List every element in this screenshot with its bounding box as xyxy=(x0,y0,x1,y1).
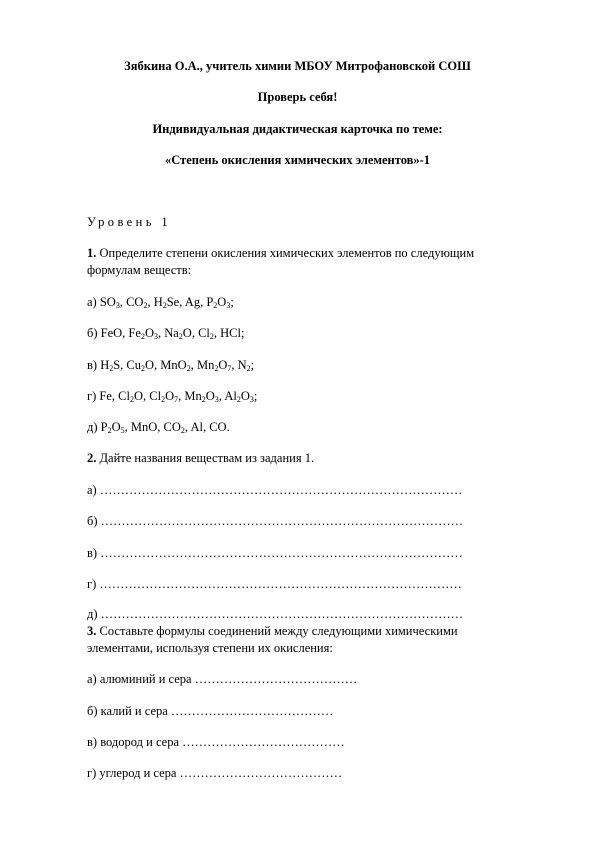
task1-line1 xyxy=(87,245,474,261)
task2-answer-g[interactable]: г) …………………………………………………………………………… xyxy=(87,577,462,591)
author-line: Зябкина О.А., учитель химии МБОУ Митрофановской СОШ xyxy=(124,59,471,73)
task2-line xyxy=(87,450,314,466)
task1-text: Определите степени окисления химических элементов по следующим xyxy=(96,246,475,260)
task1-row-b: б) FeO, $Fe_2O_3$, $Na_2O$, $Cl_2$, HCl; xyxy=(87,326,245,341)
task2-text: Дайте названия веществам из задания 1. xyxy=(96,451,315,465)
task3-text: Составьте формулы соединений между следующими химическими xyxy=(96,624,458,638)
card-subtitle: Индивидуальная дидактическая карточка по теме: xyxy=(152,122,443,136)
task1-row-g: г) Fe, $Cl_2O$, $Cl_2O_7$, $Mn_2O_3$, $Al_2O_3$; xyxy=(87,389,258,404)
task1-line2: формулам веществ: xyxy=(87,263,192,277)
task2-number: 2. xyxy=(87,451,97,465)
task1-row-a: а) $SO_3$, $CO_2$, $H_2Se$, Ag, $P_2O_3$; xyxy=(87,295,234,310)
task2-answer-b[interactable]: б) …………………………………………………………………………… xyxy=(87,514,464,528)
task3-line1 xyxy=(87,623,458,639)
task3-item-g[interactable]: г) углерод и сера ………………………………… xyxy=(87,766,343,780)
task2-answer-a[interactable]: а) …………………………………………………………………………… xyxy=(87,483,463,497)
task3-item-b[interactable]: б) калий и сера ………………………………… xyxy=(87,704,334,718)
task3-item-v[interactable]: в) водород и сера ………………………………… xyxy=(87,735,345,749)
task3-number: 3. xyxy=(87,624,97,638)
task2-answer-d[interactable]: д) …………………………………………………………………………… xyxy=(87,607,464,621)
task1-row-d: д) $P_2O_5$, MnO, $CO_2$, Al, CO. xyxy=(87,420,230,435)
page-title: Проверь себя! xyxy=(257,90,338,104)
task2-answer-v[interactable]: в) …………………………………………………………………………… xyxy=(87,546,463,560)
level-heading: Уровень 1 xyxy=(87,215,171,229)
card-topic: «Степень окисления химических элементов»-1 xyxy=(164,153,431,167)
task1-number: 1. xyxy=(87,246,97,260)
task3-line2: элементами, используя степени их окисления: xyxy=(87,641,333,655)
task3-item-a[interactable]: а) алюминий и сера ………………………………… xyxy=(87,672,358,686)
task1-row-v: в) $H_2S$, $Cu_2O$, MnO$_2$, $Mn_2O_7$, $N_2$; xyxy=(87,358,255,373)
